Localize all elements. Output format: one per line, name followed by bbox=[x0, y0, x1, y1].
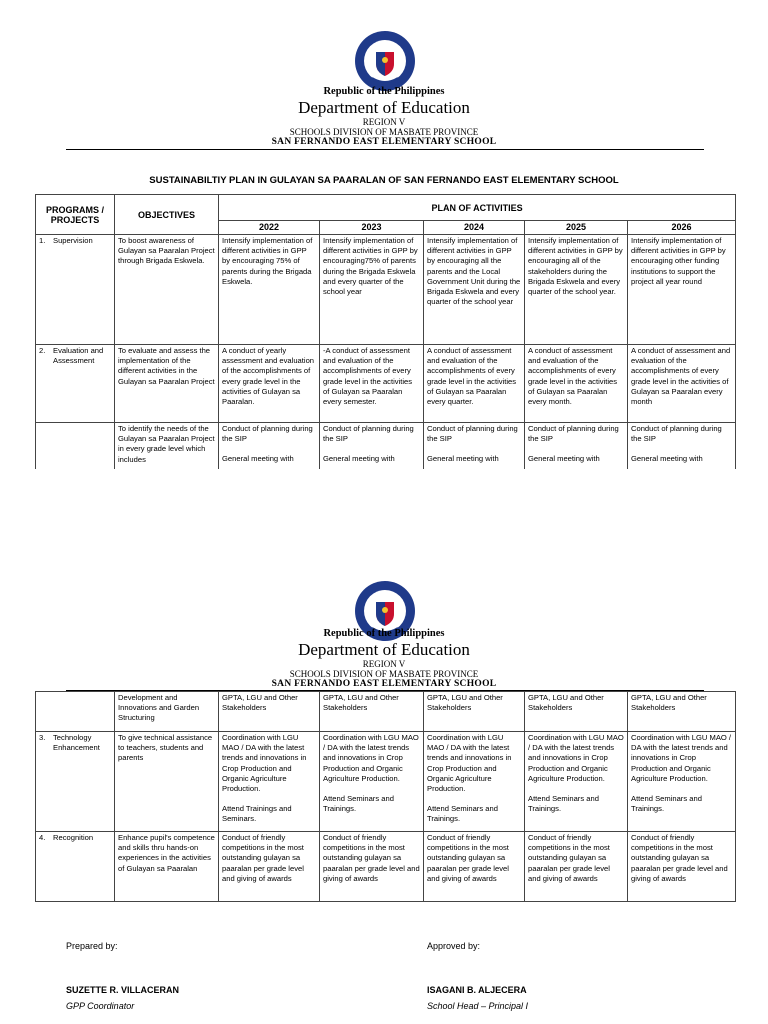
header-rule bbox=[66, 149, 704, 150]
deped-seal-logo bbox=[354, 30, 416, 92]
program-name: Technology Enhancement bbox=[53, 733, 100, 753]
objectives-header: OBJECTIVES bbox=[115, 195, 219, 235]
plan-table-page-2 bbox=[35, 691, 736, 902]
activity-cell: Intensify implementation of different activities in GPP by encouraging all the parents and the Local Government Unit during the Brigada Eskwela and every quarter of the school year bbox=[424, 235, 525, 345]
activity-cell: Conduct of friendly competitions in the most outstanding gulayan sa paaralan per grade level and giving of awards bbox=[219, 832, 320, 902]
prepared-by-name: SUZETTE R. VILLACERAN bbox=[66, 985, 180, 995]
school-heading: SAN FERNANDO EAST ELEMENTARY SCHOOL bbox=[271, 679, 497, 689]
activity-text: Coordination with LGU MAO / DA with the latest trends and innovations in Crop Production and Organic Agriculture Production. bbox=[323, 733, 419, 783]
activity-cell: Conduct of friendly competitions in the most outstanding gulayan sa paaralan per grade level and giving of awards bbox=[424, 832, 525, 902]
activity-cell: A conduct of assessment and evaluation of the accomplishments of every grade level in the activities of Gulayan sa Paaralan every quarter. bbox=[424, 345, 525, 423]
table-row bbox=[36, 345, 736, 423]
activity-text: Attend Seminars and Trainings. bbox=[631, 794, 702, 814]
document-page-1 bbox=[0, 0, 768, 500]
objective-cell: To give technical assistance to teachers, students and parents bbox=[115, 732, 219, 832]
school-heading: SAN FERNANDO EAST ELEMENTARY SCHOOL bbox=[271, 137, 497, 147]
activity-text: Coordination with LGU MAO / DA with the latest trends and innovations in Crop Production and Organic Agriculture Production. bbox=[528, 733, 624, 783]
objective-cell: Development and Innovations and Garden Structuring bbox=[115, 692, 219, 732]
activity-cell bbox=[424, 423, 525, 469]
activity-cell: Intensify implementation of different activities in GPP by encouraging 75% of parents during the Brigada Eskwela. bbox=[219, 235, 320, 345]
program-number: 4. bbox=[39, 833, 46, 842]
activity-cell bbox=[424, 732, 525, 832]
program-cell bbox=[36, 345, 115, 423]
activity-text: General meeting with bbox=[528, 454, 600, 464]
activity-text: General meeting with bbox=[222, 454, 294, 464]
program-name: Evaluation and Assessment bbox=[53, 346, 104, 366]
approved-by-name: ISAGANI B. ALJECERA bbox=[427, 985, 527, 995]
year-header: 2023 bbox=[320, 221, 424, 235]
table-row bbox=[36, 732, 736, 832]
activity-text: Attend Trainings and Seminars. bbox=[222, 804, 292, 824]
table-row bbox=[36, 832, 736, 902]
year-header: 2025 bbox=[525, 221, 628, 235]
activity-cell: Intensify implementation of different activities in GPP by encouraging75% of parents during the Brigada Eskwela and every quarter of the school year bbox=[320, 235, 424, 345]
table-row bbox=[36, 235, 736, 345]
activity-text: Attend Seminars and Trainings. bbox=[427, 804, 498, 824]
program-cell bbox=[36, 732, 115, 832]
activity-cell: Intensify implementation of different activities in GPP by encouraging other funding institutions to support the project all year round bbox=[628, 235, 736, 345]
activity-text: Coordination with LGU MAO / DA with the latest trends and innovations in Crop Production and Organic Agriculture Production. bbox=[222, 733, 307, 794]
activity-cell bbox=[628, 423, 736, 469]
program-number: 3. bbox=[39, 733, 46, 742]
activity-text: Attend Seminars and Trainings. bbox=[323, 794, 394, 814]
activity-text: General meeting with bbox=[427, 454, 499, 464]
year-header: 2026 bbox=[628, 221, 736, 235]
activity-cell: Conduct of friendly competitions in the most outstanding gulayan sa paaralan per grade level and giving of awards bbox=[628, 832, 736, 902]
region-heading: REGION V bbox=[362, 659, 406, 669]
department-heading: Department of Education bbox=[298, 640, 470, 659]
republic-heading: Republic of the Philippines bbox=[323, 628, 445, 639]
activity-cell: A conduct of assessment and evaluation of the accomplishments of every grade level in the activities of Gulayan sa Paaralan every month. bbox=[525, 345, 628, 423]
year-header: 2022 bbox=[219, 221, 320, 235]
activity-cell bbox=[525, 423, 628, 469]
department-heading: Department of Education bbox=[298, 98, 470, 117]
plan-of-activities-header: PLAN OF ACTIVITIES bbox=[219, 195, 736, 221]
activity-text: Conduct of planning during the SIP bbox=[323, 424, 414, 444]
program-cell bbox=[36, 235, 115, 345]
activity-cell bbox=[525, 732, 628, 832]
programs-header: PROGRAMS / PROJECTS bbox=[36, 195, 115, 235]
activity-text: Coordination with LGU MAO / DA with the latest trends and innovations in Crop Production and Organic Agriculture Production. bbox=[631, 733, 732, 783]
program-number: 2. bbox=[39, 346, 46, 355]
activity-cell bbox=[320, 732, 424, 832]
prepared-by-title: GPP Coordinator bbox=[66, 1001, 135, 1011]
activity-cell: GPTA, LGU and Other Stakeholders bbox=[320, 692, 424, 732]
activity-cell bbox=[628, 732, 736, 832]
activity-cell: A conduct of yearly assessment and evaluation of the accomplishments of every grade level in the activities of Gulayan sa Paaralan. bbox=[219, 345, 320, 423]
approved-by-title: School Head – Principal I bbox=[427, 1001, 529, 1011]
activity-cell: Conduct of friendly competitions in the most outstanding gulayan sa paaralan per grade level and giving of awards bbox=[320, 832, 424, 902]
activity-text: Coordination with LGU MAO / DA with the latest trends and innovations in Crop Production and Organic Agriculture Production. bbox=[427, 733, 512, 794]
document-page-2 bbox=[0, 560, 768, 1024]
division-heading: SCHOOLS DIVISION OF MASBATE PROVINCE bbox=[289, 669, 479, 679]
activity-cell: GPTA, LGU and Other Stakeholders bbox=[628, 692, 736, 732]
activity-cell: GPTA, LGU and Other Stakeholders bbox=[424, 692, 525, 732]
objective-cell: Enhance pupil's competence and skills thru hands-on experiences in the activities of Gulayan sa Paaralan bbox=[115, 832, 219, 902]
objective-cell: To evaluate and assess the implementation of the different activities in the Gulayan sa Paaralan Project bbox=[115, 345, 219, 423]
activity-text: Conduct of planning during the SIP bbox=[631, 424, 722, 444]
activity-cell: GPTA, LGU and Other Stakeholders bbox=[219, 692, 320, 732]
plan-table-page-1 bbox=[35, 194, 736, 469]
objective-cell: To boost awareness of Gulayan sa Paaralan Project through Brigada Eskwela. bbox=[115, 235, 219, 345]
activity-text: General meeting with bbox=[631, 454, 703, 464]
document-title: SUSTAINABILTIY PLAN IN GULAYAN SA PAARALAN OF SAN FERNANDO EAST ELEMENTARY SCHOOL bbox=[149, 175, 619, 186]
program-cell bbox=[36, 692, 115, 732]
region-heading: REGION V bbox=[362, 117, 406, 127]
activity-cell: -A conduct of assessment and evaluation of the accomplishments of every grade level in the activities of Gulayan sa Paaralan every semester. bbox=[320, 345, 424, 423]
approved-by-label: Approved by: bbox=[427, 941, 481, 951]
activity-text: General meeting with bbox=[323, 454, 395, 464]
activity-text: Conduct of planning during the SIP bbox=[528, 424, 619, 444]
republic-heading: Republic of the Philippines bbox=[323, 86, 445, 97]
activity-text: Conduct of planning during the SIP bbox=[427, 424, 518, 444]
activity-cell bbox=[320, 423, 424, 469]
objective-cell: To identify the needs of the Gulayan sa Paaralan Project in every grade level which includes bbox=[115, 423, 219, 469]
activity-cell: A conduct of assessment and evaluation of the accomplishments of every grade level in the activities of Gulayan sa Paaralan every month bbox=[628, 345, 736, 423]
year-header: 2024 bbox=[424, 221, 525, 235]
activity-text: Conduct of planning during the SIP bbox=[222, 424, 313, 444]
program-number: 1. bbox=[39, 236, 46, 245]
table-row bbox=[36, 692, 736, 732]
activity-cell: GPTA, LGU and Other Stakeholders bbox=[525, 692, 628, 732]
program-name: Supervision bbox=[53, 236, 93, 245]
program-name: Recognition bbox=[53, 833, 94, 842]
activity-cell bbox=[219, 732, 320, 832]
program-cell bbox=[36, 832, 115, 902]
table-row bbox=[36, 423, 736, 469]
division-heading: SCHOOLS DIVISION OF MASBATE PROVINCE bbox=[289, 127, 479, 137]
program-cell bbox=[36, 423, 115, 469]
activity-text: Attend Seminars and Trainings. bbox=[528, 794, 599, 814]
activity-cell bbox=[219, 423, 320, 469]
activity-cell: Intensify implementation of different activities in GPP by encouraging all of the stakeholders during the Brigada Eskwela and every quarter of the school year. bbox=[525, 235, 628, 345]
activity-cell: Conduct of friendly competitions in the most outstanding gulayan sa paaralan per grade level and giving of awards bbox=[525, 832, 628, 902]
prepared-by-label: Prepared by: bbox=[66, 941, 118, 951]
